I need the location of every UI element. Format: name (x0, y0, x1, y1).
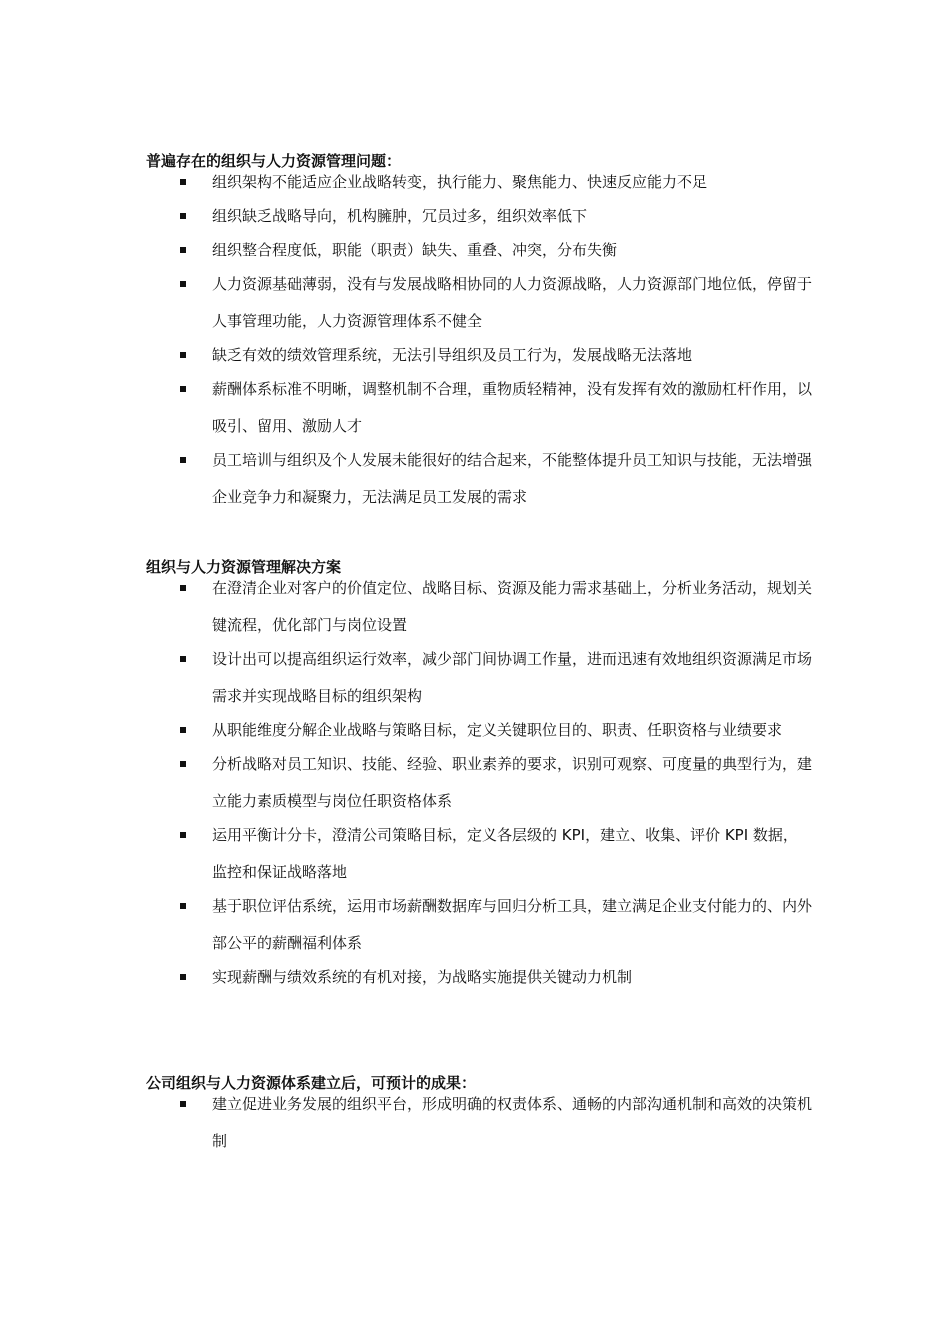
section-heading: 公司组织与人力资源体系建立后，可预计的成果： (146, 1074, 477, 1092)
square-bullet-icon (180, 213, 186, 219)
square-bullet-icon (180, 903, 186, 909)
bullet-list (146, 570, 826, 996)
section-solutions (146, 557, 826, 996)
list-item-text: 分析战略对员工知识、技能、经验、职业素养的要求，识别可观察、可度量的典型行为，建立能力素质模型与岗位任职资格体系 (212, 755, 813, 810)
list-item-text: 在澄清企业对客户的价值定位、战略目标、资源及能力需求基础上，分析业务活动，规划关键流程，优化部门与岗位设置 (212, 579, 813, 634)
square-bullet-icon (180, 179, 186, 185)
square-bullet-icon (180, 386, 186, 392)
list-item (146, 570, 826, 644)
section-problems (146, 151, 826, 516)
list-item-text: 实现薪酬与绩效系统的有机对接，为战略实施提供关键动力机制 (212, 968, 633, 986)
list-item-text: 薪酬体系标准不明晰，调整机制不合理，重物质轻精神，没有发挥有效的激励杠杆作用，以吸引、留用、激励人才 (212, 380, 813, 435)
list-item-text: 基于职位评估系统，运用市场薪酬数据库与回归分析工具，建立满足企业支付能力的、内外部公平的薪酬福利体系 (212, 897, 813, 952)
list-item (146, 337, 826, 374)
section-heading: 组织与人力资源管理解决方案 (146, 558, 342, 576)
list-item-text: 组织架构不能适应企业战略转变，执行能力、聚焦能力、快速反应能力不足 (212, 173, 708, 191)
list-item (146, 442, 826, 516)
list-item (146, 746, 826, 820)
square-bullet-icon (180, 656, 186, 662)
square-bullet-icon (180, 352, 186, 358)
list-item-text: 员工培训与组织及个人发展未能很好的结合起来，不能整体提升员工知识与技能，无法增强企业竞争力和凝聚力，无法满足员工发展的需求 (212, 451, 813, 506)
square-bullet-icon (180, 1101, 186, 1107)
list-item (146, 817, 826, 891)
square-bullet-icon (180, 247, 186, 253)
list-item-text: 组织缺乏战略导向，机构臃肿，冗员过多，组织效率低下 (212, 207, 588, 225)
square-bullet-icon (180, 727, 186, 733)
list-item (146, 888, 826, 962)
list-item (146, 371, 826, 445)
list-item-text: 缺乏有效的绩效管理系统，无法引导组织及员工行为，发展战略无法落地 (212, 346, 693, 364)
list-item-text: 建立促进业务发展的组织平台，形成明确的权责体系、通畅的内部沟通机制和高效的决策机制 (212, 1095, 813, 1150)
square-bullet-icon (180, 457, 186, 463)
list-item-text: 运用平衡计分卡，澄清公司策略目标，定义各层级的 KPI，建立、收集、评价 KPI 数据，监控和保证战略落地 (212, 826, 798, 881)
square-bullet-icon (180, 974, 186, 980)
bullet-list (146, 164, 826, 516)
section-heading: 普遍存在的组织与人力资源管理问题： (146, 152, 402, 170)
square-bullet-icon (180, 832, 186, 838)
list-item-text: 人力资源基础薄弱，没有与发展战略相协同的人力资源战略，人力资源部门地位低，停留于人事管理功能，人力资源管理体系不健全 (212, 275, 813, 330)
list-item (146, 266, 826, 340)
list-item-text: 从职能维度分解企业战略与策略目标，定义关键职位目的、职责、任职资格与业绩要求 (212, 721, 783, 739)
list-item-text: 组织整合程度低，职能（职责）缺失、重叠、冲突，分布失衡 (212, 241, 618, 259)
square-bullet-icon (180, 585, 186, 591)
list-item (146, 712, 826, 749)
list-item (146, 232, 826, 269)
list-item (146, 164, 826, 201)
square-bullet-icon (180, 761, 186, 767)
list-item-text: 设计出可以提高组织运行效率，减少部门间协调工作量，进而迅速有效地组织资源满足市场需求并实现战略目标的组织架构 (212, 650, 813, 705)
list-item (146, 641, 826, 715)
section-outcomes (146, 1073, 826, 1160)
square-bullet-icon (180, 281, 186, 287)
list-item (146, 1086, 826, 1160)
list-item (146, 198, 826, 235)
list-item (146, 959, 826, 996)
bullet-list (146, 1086, 826, 1160)
